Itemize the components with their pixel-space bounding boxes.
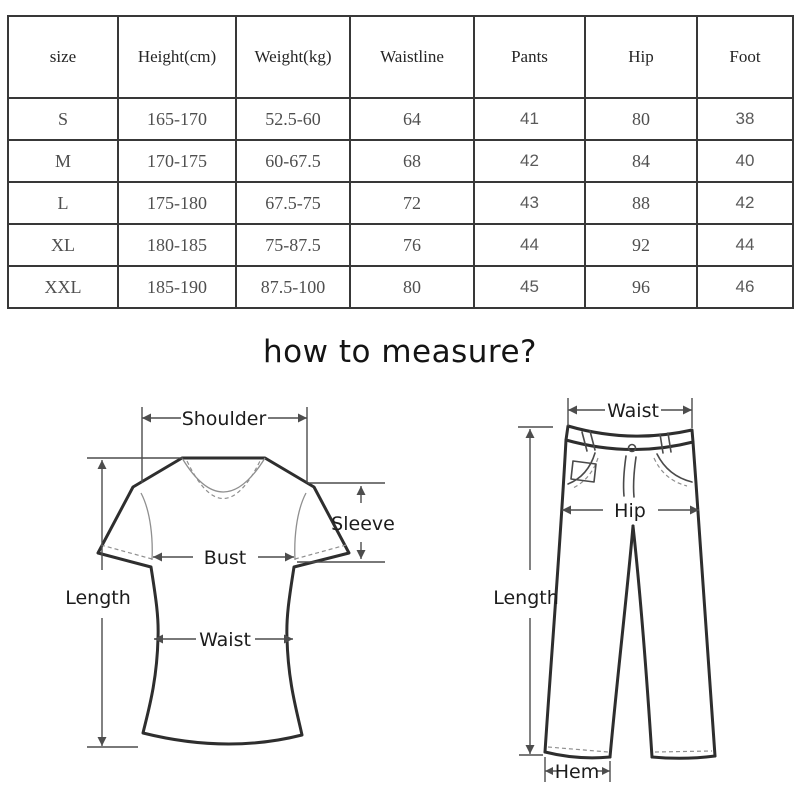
pants-right-outer-seam — [693, 442, 715, 756]
pants-left-hem-seam — [548, 747, 608, 752]
length-label: Length — [493, 587, 559, 609]
column-header-size: size — [8, 16, 118, 98]
arrowhead-up-icon — [357, 486, 366, 495]
tshirt-measure-diagram — [40, 390, 400, 800]
column-header-hip: Hip — [585, 16, 697, 98]
bust-label: Bust — [203, 547, 247, 569]
pants-left-hem-edge — [545, 752, 610, 758]
table-cell: 45 — [474, 266, 585, 308]
hem-measure — [545, 757, 610, 783]
table-cell: 80 — [585, 98, 697, 140]
pants-fly-line-right — [634, 457, 636, 497]
table-cell: 84 — [585, 140, 697, 182]
tshirt-drawing — [98, 458, 349, 744]
belt-loop-right-line — [660, 434, 663, 453]
table-cell: 52.5-60 — [236, 98, 350, 140]
length-label: Length — [65, 587, 131, 609]
table-cell: 41 — [474, 98, 585, 140]
shoulder-measure — [142, 407, 307, 483]
arrowhead-up-icon — [98, 460, 107, 469]
table-cell: 68 — [350, 140, 474, 182]
table-cell: XL — [8, 224, 118, 266]
shoulder-label: Shoulder — [181, 408, 267, 430]
table-cell: 44 — [474, 224, 585, 266]
table-cell: L — [8, 182, 118, 224]
column-header-weight: Weight(kg) — [236, 16, 350, 98]
table-cell: 170-175 — [118, 140, 236, 182]
table-row-s — [8, 98, 793, 140]
shirt-waist-measure — [154, 629, 293, 651]
table-row-xxl — [8, 266, 793, 308]
belt-loop-left-line — [582, 432, 587, 451]
table-cell: 40 — [697, 140, 793, 182]
table-cell: 92 — [585, 224, 697, 266]
arrowhead-down-icon — [526, 745, 535, 754]
table-row — [8, 16, 793, 98]
column-header-foot: Foot — [697, 16, 793, 98]
arrowhead-right-icon — [298, 414, 307, 423]
arrowhead-left-icon — [142, 414, 151, 423]
waist-label: Waist — [607, 400, 659, 422]
table-cell: 67.5-75 — [236, 182, 350, 224]
column-header-pants: Pants — [474, 16, 585, 98]
pants-right-hem-seam — [655, 751, 712, 752]
table-cell: 64 — [350, 98, 474, 140]
arrowhead-left-icon — [545, 767, 553, 775]
arrowhead-right-icon — [683, 406, 692, 415]
table-cell: 165-170 — [118, 98, 236, 140]
pants-waist-measure — [568, 398, 692, 428]
table-cell: 43 — [474, 182, 585, 224]
table-cell: 38 — [697, 98, 793, 140]
hip-measure — [562, 500, 699, 522]
table-cell: 44 — [697, 224, 793, 266]
table-cell: 42 — [697, 182, 793, 224]
belt-loop-right-line — [668, 433, 671, 452]
arrowhead-right-icon — [602, 767, 610, 775]
pants-measure-diagram — [440, 390, 800, 800]
arrowhead-up-icon — [526, 429, 535, 438]
pants-fly-line-left — [624, 456, 626, 496]
table-cell: 60-67.5 — [236, 140, 350, 182]
tshirt-right-armhole — [295, 493, 306, 560]
bust-measure — [153, 547, 294, 569]
sleeve-label: Sleeve — [331, 513, 395, 535]
pants-right-pocket — [657, 454, 692, 482]
table-row-xl — [8, 224, 793, 266]
table-cell: 46 — [697, 266, 793, 308]
table-cell: 87.5-100 — [236, 266, 350, 308]
table-cell: M — [8, 140, 118, 182]
table-cell: 80 — [350, 266, 474, 308]
hem-label: Hem — [554, 761, 600, 783]
table-cell: 185-190 — [118, 266, 236, 308]
hip-label: Hip — [614, 500, 646, 522]
table-header-row — [8, 16, 793, 98]
table-row-l — [8, 182, 793, 224]
arrowhead-left-icon — [568, 406, 577, 415]
table-cell: 75-87.5 — [236, 224, 350, 266]
arrowhead-down-icon — [98, 737, 107, 746]
table-body — [8, 98, 793, 308]
page-title: how to measure? — [263, 334, 537, 370]
table-cell: 96 — [585, 266, 697, 308]
table-cell: 42 — [474, 140, 585, 182]
table-cell: S — [8, 98, 118, 140]
table-cell: 72 — [350, 182, 474, 224]
column-header-height: Height(cm) — [118, 16, 236, 98]
table-cell: 88 — [585, 182, 697, 224]
arrowhead-left-icon — [153, 553, 162, 562]
table-row-m — [8, 140, 793, 182]
size-chart-table — [7, 15, 794, 309]
pants-right-hem-edge — [652, 756, 715, 758]
table-cell: 175-180 — [118, 182, 236, 224]
tshirt-neckline-seam — [187, 461, 260, 499]
pants-left-inner-seam — [610, 526, 633, 757]
pants-right-inner-seam — [633, 526, 652, 757]
tshirt-outline — [98, 458, 349, 744]
table-cell: XXL — [8, 266, 118, 308]
table-cell: 180-185 — [118, 224, 236, 266]
arrowhead-down-icon — [357, 550, 366, 559]
table-cell: 76 — [350, 224, 474, 266]
arrowhead-right-icon — [285, 553, 294, 562]
waist-label: Waist — [199, 629, 251, 651]
column-header-waistline: Waistline — [350, 16, 474, 98]
tshirt-left-armhole — [141, 493, 152, 560]
pants-drawing — [545, 426, 715, 758]
